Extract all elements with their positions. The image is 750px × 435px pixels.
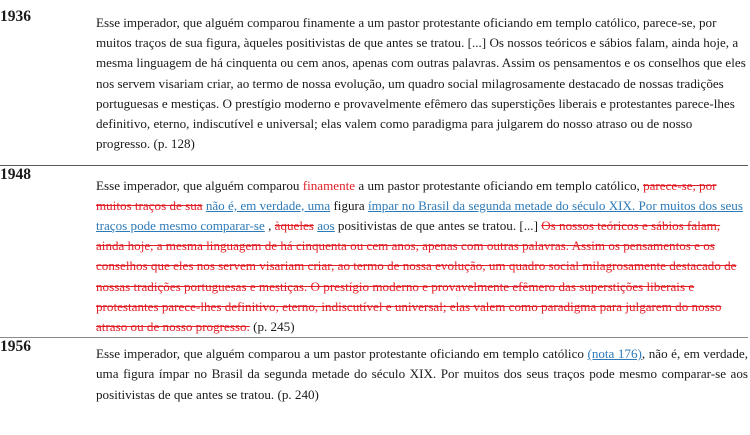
- unchanged-text: a um pastor protestante oficiando em templo católico,: [355, 177, 644, 193]
- unchanged-text: , não é, em verdade, uma figura ímpar no Brasil da segunda metade do século XIX. Por muitos dos seus traços pode mesmo comparar-se aos positivistas de que antes se tratou. (p. 240): [96, 346, 748, 402]
- edition-text-1936: Esse imperador, que alguém comparou finamente a um pastor protestante oficiando em templo católico, parece-se, por muitos traços de sua figura, àqueles positivistas de que antes se tratou. [...] Os nossos teóricos e sábios falam, ainda hoje, a mesma linguagem de há cinquenta ou cem anos, apenas com outras palavras. Assim os pensamentos e os conselhos que eles nos servem visariam criar, ao termo de nossa evolução, um quadro social milagrosamente destacado de nossas tradições portuguesas e mestiças. O prestígio moderno e provavelmente efêmero das superstições liberais e protestantes parece-lhes definitivo, eterno, indiscutível e universal; elas valem como paradigma para julgarem do nosso atraso ou de nosso progresso. (p. 128): [96, 0, 748, 165]
- table-row-1956: [0, 338, 748, 435]
- deleted-passage: Os nossos teóricos e sábios falam, ainda hoje, a mesma linguagem de há cinquenta ou cem anos, apenas com outras palavras. Assim os pensamentos e os conselhos que eles nos servem visariam criar, ao termo de nossa evolução, um quadro social milagrosamente destacado de nossas tradições portuguesas e mestiças. O prestígio moderno e provavelmente efêmero das superstições liberais e protestantes parece-lhes definitivo, eterno, indiscutível e universal; elas valem como paradigma para julgarem do nosso atraso ou de nosso progresso.: [96, 217, 737, 334]
- table-row-1936: [0, 0, 748, 165]
- page-reference: (p. 245): [249, 318, 295, 334]
- deleted-word: finamente: [302, 177, 356, 193]
- edition-year: 1936: [0, 0, 96, 165]
- inserted-text: aos: [317, 217, 335, 233]
- table-row-1948: [0, 165, 748, 338]
- edition-year: 1956: [0, 338, 31, 356]
- edition-year: 1948: [0, 165, 96, 338]
- unchanged-text: Esse imperador, que alguém comparou a um pastor protestante oficiando em templo católico: [96, 346, 588, 362]
- edition-text-1948: [96, 165, 748, 338]
- deleted-text: parece-se, por muitos traços de sua: [96, 177, 717, 213]
- inserted-text: ímpar no Brasil da segunda metade do século XIX. Por muitos dos seus traços pode mesmo comparar-se: [96, 197, 743, 233]
- deleted-text: àqueles: [274, 217, 314, 233]
- inserted-text: não é, em verdade, uma: [205, 197, 331, 213]
- unchanged-text: ,: [264, 217, 275, 233]
- unchanged-text: Esse imperador, que alguém comparou: [96, 177, 303, 193]
- unchanged-text: positivistas de que antes se tratou. [...]: [334, 217, 542, 233]
- edition-text-1956: [96, 338, 748, 435]
- note-link[interactable]: (nota 176): [587, 346, 642, 362]
- unchanged-text: figura: [330, 197, 368, 213]
